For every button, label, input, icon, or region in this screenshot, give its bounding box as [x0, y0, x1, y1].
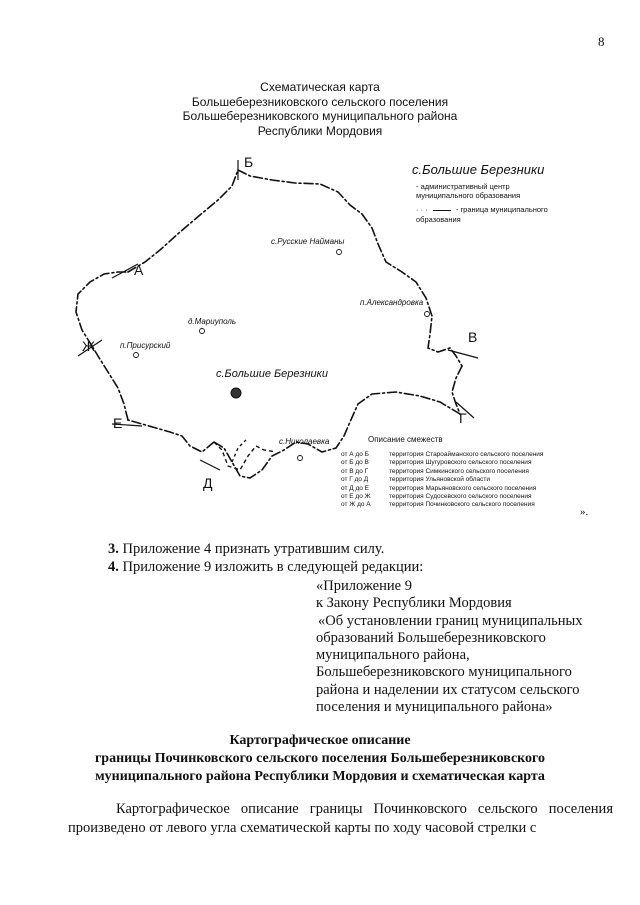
- point-label-g: Г: [459, 410, 467, 426]
- page-number: 8: [598, 34, 605, 49]
- center-settlement-dot: [231, 388, 241, 398]
- heading-line: муниципального района Республики Мордовия и схематическая карта: [95, 769, 545, 784]
- point-label-a: А: [134, 262, 144, 278]
- closing-quote: ».: [580, 506, 589, 518]
- appendix-line: к Закону Республики Мордовия: [316, 595, 512, 612]
- legend-line-icon: [433, 210, 451, 211]
- appendix-block: [316, 578, 626, 716]
- map-title-line: Республики Мордовия: [257, 123, 383, 138]
- appendix-line: поселения и муниципального района»: [316, 699, 553, 716]
- item-4-text: Приложение 9 изложить в следующей редакции:: [118, 559, 424, 575]
- map-title-line: Большеберезниковского муниципального района: [182, 109, 458, 123]
- item-3-number: 3.: [108, 541, 119, 557]
- settlement-dot: [134, 353, 139, 358]
- point-label-v: В: [468, 329, 478, 345]
- section-heading: [0, 732, 640, 786]
- adjacency-row: от А до Б территория Староайманского сельского поселения: [341, 451, 544, 458]
- settlement-label-russkie-naimany: с.Русские Найманы: [271, 237, 345, 246]
- appendix-line: «Об установлении границ муниципальных: [318, 612, 583, 629]
- adjacency-row: от Б до В территория Шугуровского сельского поселения: [341, 459, 532, 467]
- map-title-line: Большеберезниковского сельского поселения: [191, 94, 449, 109]
- appendix-line: Большеберезниковского муниципального: [316, 664, 572, 681]
- appendix-line: муниципального района,: [316, 647, 470, 664]
- point-v-mark: [448, 350, 478, 358]
- appendix-line: образований Большеберезниковского: [316, 629, 546, 646]
- heading-line: границы Починковского сельского поселения Большеберезниковского: [94, 751, 546, 766]
- settlement-dot: [298, 456, 303, 461]
- settlement-dot: [200, 329, 205, 334]
- item-4: [108, 559, 423, 576]
- adjacency-row: от Д до Е территория Марьяновского сельского поселения: [341, 484, 537, 492]
- item-3-text: Приложение 4 признать утратившим силу.: [118, 541, 385, 557]
- legend-boundary-desc: - граница муниципального: [455, 205, 548, 214]
- item-3: [108, 541, 384, 558]
- settlement-dot: [337, 250, 342, 255]
- point-label-d: Д: [203, 475, 213, 491]
- item-4-number: 4.: [108, 559, 119, 575]
- adjacency-title: Описание смежеств: [368, 435, 443, 444]
- point-label-zh: Ж: [82, 338, 95, 354]
- legend-boundary-row: [416, 205, 548, 214]
- settlement-label-bolshie-berezniki: с.Большие Березники: [216, 368, 328, 380]
- adjacency-row: от Ж до А территория Починковского сельского поселения: [341, 501, 535, 509]
- adjacency-row: от В до Г территория Симкинского сельского поселения: [341, 467, 529, 475]
- body-paragraph-text: Картографическое описание границы Починковского сельского поселения произведено от левого угла схематической карты по ходу часовой стрелки с: [68, 801, 613, 836]
- adjacency-row: от Г до Д территория Ульяновской области: [341, 476, 490, 484]
- adjacency-row: от Е до Ж территория Судосевского сельского поселения: [341, 493, 532, 501]
- adjacency-list: [341, 451, 543, 510]
- legend-boundary-symbol: · · ·: [416, 205, 428, 214]
- settlement-label-prisursky: п.Присурский: [120, 341, 171, 350]
- map-title: [0, 80, 640, 138]
- settlement-dot: [425, 312, 430, 317]
- body-paragraph: [68, 800, 613, 837]
- settlement-label-mariupol: д.Мариуполь: [188, 317, 237, 326]
- legend-center-desc: муниципального образования: [416, 191, 521, 200]
- legend-center-desc: - административный центр: [416, 182, 510, 191]
- point-d-mark: [200, 460, 220, 470]
- legend-center-name: с.Большие Березники: [412, 162, 545, 177]
- map-title-line: Схематическая карта: [260, 80, 380, 94]
- settlement-label-nikolaevka: с.Николаевка: [279, 437, 330, 446]
- appendix-line: района и наделении их статусом сельского: [316, 681, 580, 698]
- settlement-label-aleksandrovka: п.Александровка: [360, 298, 424, 307]
- appendix-line: «Приложение 9: [316, 578, 412, 594]
- heading-line: Картографическое описание: [229, 733, 411, 748]
- legend-boundary-desc: образования: [416, 215, 461, 224]
- point-label-b: Б: [244, 154, 254, 170]
- point-label-e: Е: [113, 415, 123, 431]
